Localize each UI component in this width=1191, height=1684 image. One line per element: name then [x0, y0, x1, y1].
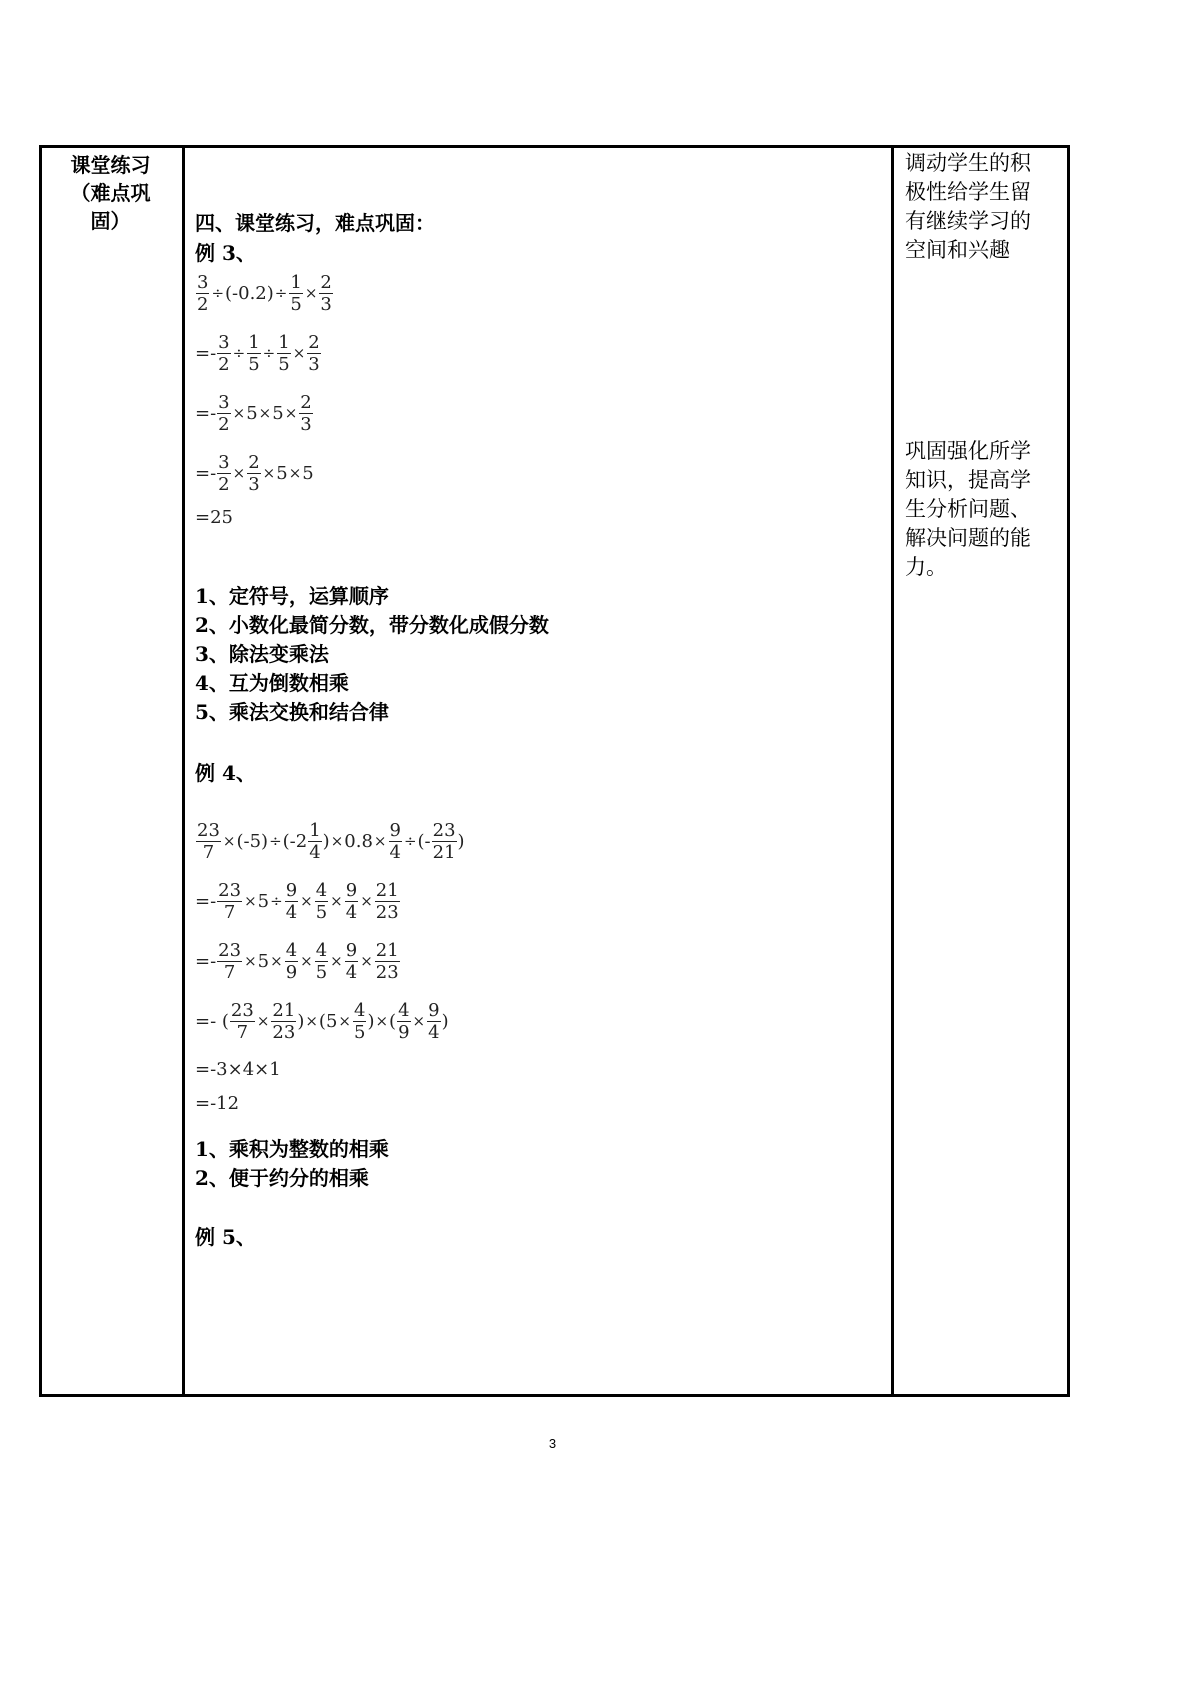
note-line: 有继续学习的 — [905, 209, 1031, 233]
table-right-border — [1067, 145, 1070, 1397]
fraction: $\frac{1}{5}$ — [278, 331, 290, 375]
example-3-steps — [195, 582, 549, 727]
step-item: 2、小数化最简分数，带分数化成假分数 — [195, 613, 549, 637]
example-4-label: 例 4、 — [195, 761, 256, 785]
fraction: $\frac{21}{23}$ — [375, 879, 399, 923]
section-title: 四、课堂练习，难点巩固： — [195, 211, 435, 235]
fraction: $\frac{2}{3}$ — [308, 331, 320, 375]
answer-text: =25 — [195, 506, 233, 528]
fraction: $\frac{23}{7}$ — [230, 999, 254, 1043]
note-line: 极性给学生留 — [905, 180, 1031, 204]
teaching-note-1 — [905, 149, 1055, 265]
fraction: $\frac{9}{4}$ — [285, 879, 298, 923]
step-item: 4、互为倒数相乘 — [195, 671, 349, 695]
fraction: $\frac{1}{5}$ — [290, 271, 302, 315]
row-label-line: 课堂练习 — [70, 153, 151, 177]
fraction: $\frac{2}{3}$ — [320, 271, 332, 315]
table-top-border — [39, 145, 1070, 148]
example-3-step-1: =- $\frac{3}{2}$ ÷ $\frac{1}{5}$ ÷ $\frac{1}{5}$ × $\frac{2}{3}$ — [195, 331, 320, 375]
example-3-step-2: =- $\frac{3}{2}$ × 5 × 5 × $\frac{2}{3}$ — [195, 391, 312, 435]
example-3-answer — [195, 501, 233, 533]
page-number: 3 — [548, 1436, 557, 1451]
note-line: 巩固强化所学 — [905, 439, 1031, 463]
step-item: 5、乘法交换和结合律 — [195, 700, 389, 724]
fraction: $\frac{9}{4}$ — [428, 999, 440, 1043]
step-item: 3、除法变乘法 — [195, 642, 329, 666]
fraction: $\frac{23}{7}$ — [197, 819, 220, 863]
fraction: $\frac{2}{3}$ — [300, 391, 312, 435]
fraction: $\frac{1}{4}$ — [309, 819, 321, 863]
step-item: 2、便于约分的相乘 — [195, 1166, 369, 1190]
example-4-steps — [195, 1135, 389, 1193]
step-text: =-3×4×1 — [195, 1058, 281, 1080]
lesson-table — [39, 145, 1070, 1397]
example-4-step-2: =- $\frac{23}{7}$ × 5 × $\frac{4}{9}$ × $\frac{4}{5}$ × $\frac{9}{4}$ × $\frac{21}{23}$ — [195, 939, 399, 983]
row-label — [39, 145, 182, 235]
fraction: $\frac{3}{2}$ — [218, 391, 230, 435]
table-divider-1 — [182, 145, 185, 1397]
step-item: 1、定符号，运算顺序 — [195, 584, 389, 608]
note-line: 调动学生的积 — [905, 151, 1031, 175]
example-4-step-1: =- $\frac{23}{7}$ × 5 ÷ $\frac{9}{4}$ × $\frac{4}{5}$ × $\frac{9}{4}$ × $\frac{21}{23}$ — [195, 879, 399, 923]
fraction: $\frac{4}{5}$ — [315, 939, 328, 983]
fraction: $\frac{4}{9}$ — [398, 999, 410, 1043]
fraction: $\frac{9}{4}$ — [389, 819, 401, 863]
note-line: 力。 — [905, 555, 947, 579]
fraction: $\frac{2}{3}$ — [248, 451, 260, 495]
fraction: $\frac{3}{2}$ — [218, 331, 230, 375]
example-4-step-4 — [195, 1053, 281, 1085]
table-left-border — [39, 145, 42, 1397]
example-3-label: 例 3、 — [195, 241, 256, 265]
fraction: $\frac{4}{9}$ — [285, 939, 298, 983]
example-4-answer — [195, 1087, 239, 1119]
example-4-step-3: =- ( $\frac{23}{7}$ × $\frac{21}{23}$ ) × (5 × $\frac{4}{5}$ ) × ( $\frac{4}{9}$ × $\frac{9}{4}$ ) — [195, 999, 449, 1043]
teaching-note-2 — [905, 437, 1055, 582]
note-line: 生分析问题、 — [905, 497, 1031, 521]
fraction: $\frac{9}{4}$ — [345, 939, 358, 983]
answer-text: =-12 — [195, 1092, 240, 1114]
note-line: 空间和兴趣 — [905, 238, 1010, 262]
table-bottom-border — [39, 1394, 1070, 1397]
fraction: $\frac{23}{7}$ — [218, 939, 242, 983]
fraction: $\frac{4}{5}$ — [315, 879, 328, 923]
example-4-expression: $\frac{23}{7}$ × (-5) ÷ (-2 $\frac{1}{4}$ ) × 0.8 × $\frac{9}{4}$ ÷ (- $\frac{23}{21}$ ) — [197, 819, 465, 863]
example-3-expression: $\frac{3}{2}$ ÷ (-0.2) ÷ $\frac{1}{5}$ × $\frac{2}{3}$ — [197, 271, 332, 315]
step-item: 1、乘积为整数的相乘 — [195, 1137, 389, 1161]
fraction: $\frac{23}{7}$ — [218, 879, 242, 923]
row-label-line: 固） — [90, 209, 131, 233]
note-line: 解决问题的能 — [905, 526, 1031, 550]
fraction: $\frac{3}{2}$ — [197, 271, 209, 315]
fraction: $\frac{23}{21}$ — [432, 819, 456, 863]
row-label-line: （难点巩 — [70, 181, 151, 205]
fraction: $\frac{21}{23}$ — [375, 939, 399, 983]
fraction: $\frac{21}{23}$ — [272, 999, 296, 1043]
example-3-step-3: =- $\frac{3}{2}$ × $\frac{2}{3}$ × 5 × 5 — [195, 451, 314, 495]
table-divider-2 — [891, 145, 894, 1397]
fraction: $\frac{4}{5}$ — [353, 999, 366, 1043]
fraction: $\frac{9}{4}$ — [345, 879, 358, 923]
example-5-label: 例 5、 — [195, 1225, 256, 1249]
note-line: 知识，提高学 — [905, 468, 1031, 492]
fraction: $\frac{3}{2}$ — [218, 451, 230, 495]
fraction: $\frac{1}{5}$ — [248, 331, 260, 375]
